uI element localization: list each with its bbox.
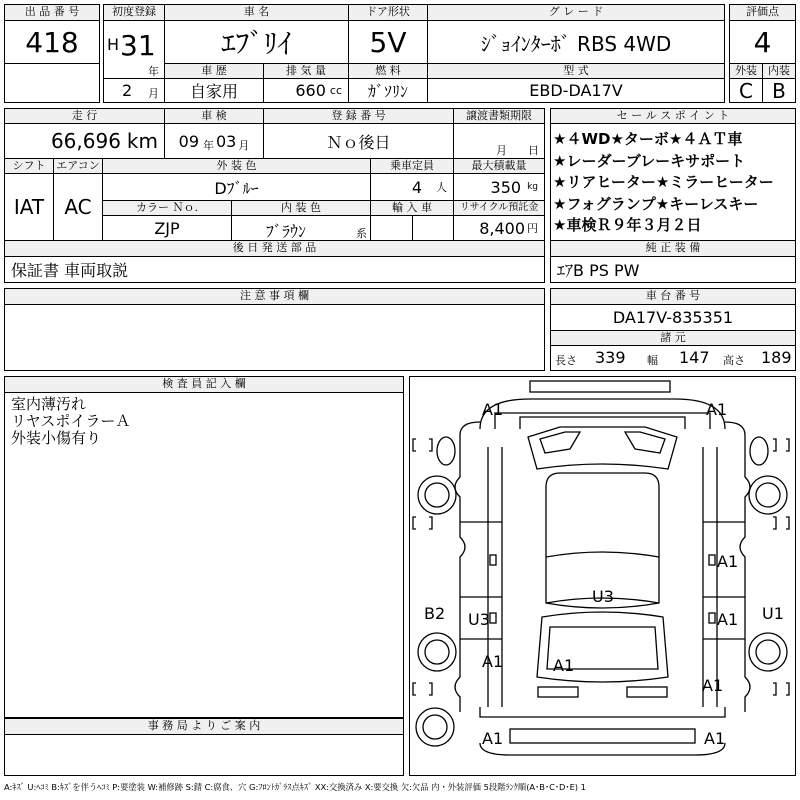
- notes-label: 注 意 事 項 欄: [4, 288, 545, 305]
- sales-point: ★レーダーブレーキサポート: [553, 151, 746, 170]
- inspector-notes: [4, 392, 404, 718]
- sales-point: ★フォグランプ★キーレスキー: [553, 194, 759, 213]
- reg-year: 31: [120, 29, 156, 62]
- inspector-note: リヤスポイラーＡ: [11, 412, 131, 430]
- sales-points-label: セ ー ル ス ポ イ ン ト: [550, 108, 796, 124]
- reg-number-label: 登 録 番 号: [263, 108, 454, 124]
- windshield-shape: [528, 427, 677, 469]
- height: 189: [761, 348, 792, 367]
- sales-point: ★４WD★ターボ★４ＡＴ車: [553, 130, 743, 148]
- recycle-cell: [453, 215, 545, 241]
- inspection-cell: [164, 123, 264, 159]
- int-color-cell: [231, 215, 371, 241]
- capacity-cell: [370, 173, 454, 201]
- history-label: 車 歴: [164, 63, 264, 79]
- length-label: 長さ: [555, 354, 577, 367]
- import-cell-1: [370, 215, 413, 241]
- transfer-deadline-label: 譲渡書類期限: [453, 108, 545, 124]
- mileage-cell: [4, 123, 165, 159]
- color-no-label: カラー Ｎｏ.: [102, 200, 232, 216]
- inspector-note: 室内薄汚れ: [11, 395, 87, 413]
- ac-label: エアコン: [53, 158, 103, 174]
- mileage-label: 走 行: [4, 108, 165, 124]
- recycle-unit: 円: [527, 222, 538, 235]
- score: 4: [729, 20, 796, 64]
- car-name: ｴﾌﾞﾘｲ: [164, 20, 349, 64]
- dims-cell: [550, 345, 796, 371]
- load: 350: [490, 177, 522, 197]
- height-label: 高さ: [723, 354, 745, 367]
- damage-mark: A1: [706, 400, 728, 419]
- lot-number-blank: [4, 63, 100, 103]
- car-name-label: 車 名: [164, 4, 349, 21]
- equipment-label: 純 正 装 備: [550, 240, 796, 257]
- front-right-wheel: [749, 476, 787, 514]
- int-color-unit: 系: [356, 227, 367, 240]
- parts: 保証書 車両取説: [4, 256, 545, 283]
- front-bar-shape: [530, 381, 670, 392]
- door: 5V: [348, 20, 428, 64]
- sales-point: ★リアヒーター★ミラーヒーター: [553, 173, 774, 191]
- sales-point: ★車検Ｒ９年３月２日: [553, 216, 702, 234]
- lot-number: 418: [4, 20, 100, 64]
- damage-mark: A1: [482, 400, 504, 419]
- width-label: 幅: [647, 354, 658, 367]
- inspection-label: 車 検: [164, 108, 264, 124]
- damage-mark: B2: [424, 604, 446, 623]
- office-area: [4, 734, 404, 776]
- capacity-unit: 人: [436, 181, 447, 194]
- notes-area: [4, 304, 545, 371]
- lot-number-label: 出 品 番 号: [4, 4, 100, 21]
- damage-mark: A1: [704, 729, 726, 748]
- legend: A:ｷｽﾞ U:ﾍｺﾐ B:ｷｽﾞを伴うﾍｺﾐ P:要塗装 W:補修跡 S:錆 C:腐食、穴 G:ﾌﾛﾝﾄｶﾞﾗｽ点ｷｽﾞ XX:交換済み X:要交換 欠:欠品 内・外装評価 5段階ﾗﾝｸ順(A･B･C･D･E) 1: [4, 782, 586, 792]
- left-mirror-shape: [437, 437, 455, 465]
- car-diagram-svg: [410, 377, 795, 775]
- interior-grade: B: [762, 78, 796, 103]
- car-diagram: [409, 376, 796, 776]
- load-unit: kg: [527, 182, 538, 192]
- inspection-month-unit: 月: [238, 139, 250, 152]
- damage-mark: A1: [482, 652, 504, 671]
- exterior-label: 外装: [729, 63, 763, 79]
- inspector-label: 検 査 員 記 入 欄: [4, 376, 404, 393]
- interior-label: 内装: [762, 63, 796, 79]
- door-label: ドア形状: [348, 4, 428, 21]
- damage-mark: A1: [553, 656, 575, 675]
- reg-month: 2: [122, 81, 133, 100]
- displacement-cell: [263, 78, 349, 103]
- inspection-year-unit: 年: [203, 139, 214, 152]
- right-mirror-shape: [750, 437, 768, 465]
- spare-wheel: [416, 708, 454, 746]
- int-color-label: 内 装 色: [231, 200, 371, 216]
- era: H: [107, 35, 120, 54]
- damage-mark: U3: [592, 587, 614, 606]
- length: 339: [595, 348, 626, 367]
- rear-right-wheel: [749, 633, 787, 671]
- inspection-month: 03: [216, 131, 237, 151]
- grade-label: グ レ ー ド: [427, 4, 725, 21]
- shift: IAT: [4, 173, 54, 241]
- reg-number: Ｎｏ後日: [263, 123, 454, 159]
- dims-label: 諸 元: [550, 330, 796, 346]
- displacement-label: 排 気 量: [263, 63, 349, 79]
- load-label: 最大積載量: [453, 158, 545, 174]
- first-reg-label: 初度登録: [103, 4, 165, 21]
- rear-left-wheel: [418, 633, 456, 671]
- capacity-label: 乗車定員: [370, 158, 454, 174]
- int-color: ﾌﾞﾗｳﾝ: [266, 222, 307, 241]
- damage-mark: A1: [717, 610, 739, 629]
- exterior-grade: C: [729, 78, 763, 103]
- chassis-number: DA17V-835351: [550, 304, 796, 331]
- month-unit: 月: [148, 87, 159, 100]
- fuel: ｶﾞｿﾘﾝ: [348, 78, 428, 103]
- year-unit: 年: [148, 65, 159, 78]
- sales-points: [550, 123, 796, 241]
- first-reg-year-cell: [103, 20, 165, 79]
- model-label: 型 式: [427, 63, 725, 79]
- import-label: 輸 入 車: [370, 200, 454, 216]
- model: EBD-DA17V: [427, 78, 725, 103]
- transfer-month-unit: 月: [496, 144, 507, 157]
- front-left-wheel: [418, 476, 456, 514]
- front-bumper-shape: [480, 399, 728, 429]
- transfer-deadline-cell: [453, 123, 545, 159]
- width: 147: [679, 348, 710, 367]
- office-label: 事 務 局 よ り ご 案 内: [4, 718, 404, 735]
- load-cell: [453, 173, 545, 201]
- recycle: 8,400: [479, 218, 525, 238]
- exterior-color: Dﾌﾞﾙｰ: [102, 173, 371, 201]
- first-reg-month-cell: [103, 78, 165, 103]
- color-label: 外 装 色: [102, 158, 371, 174]
- equipment: ｴｱB PS PW: [550, 256, 796, 283]
- displacement-unit: cc: [329, 84, 342, 97]
- transfer-day-unit: 日: [528, 144, 539, 157]
- color-no: ZJP: [102, 215, 232, 241]
- ac: AC: [53, 173, 103, 241]
- score-label: 評価点: [729, 4, 796, 21]
- parts-label: 後 日 発 送 部 品: [4, 240, 545, 257]
- history: 自家用: [164, 78, 264, 103]
- capacity: 4: [411, 177, 422, 197]
- mileage: 66,696: [50, 129, 121, 153]
- damage-mark: U1: [762, 604, 784, 623]
- damage-mark: A1: [482, 729, 504, 748]
- shift-label: シフト: [4, 158, 54, 174]
- inspection-year: 09: [178, 131, 199, 151]
- recycle-label: リサイクル預託金: [453, 200, 545, 216]
- damage-mark: U3: [468, 610, 490, 629]
- mileage-unit: km: [126, 129, 158, 153]
- import-cell-2: [412, 215, 454, 241]
- damage-mark: A1: [717, 552, 739, 571]
- inspector-note: 外装小傷有り: [11, 429, 102, 447]
- chassis-label: 車 台 番 号: [550, 288, 796, 305]
- fuel-label: 燃 料: [348, 63, 428, 79]
- grade: ｼﾞｮｲﾝﾀｰﾎﾞ RBS 4WD: [427, 20, 725, 64]
- displacement: 660: [295, 81, 326, 100]
- damage-mark: A1: [702, 676, 724, 695]
